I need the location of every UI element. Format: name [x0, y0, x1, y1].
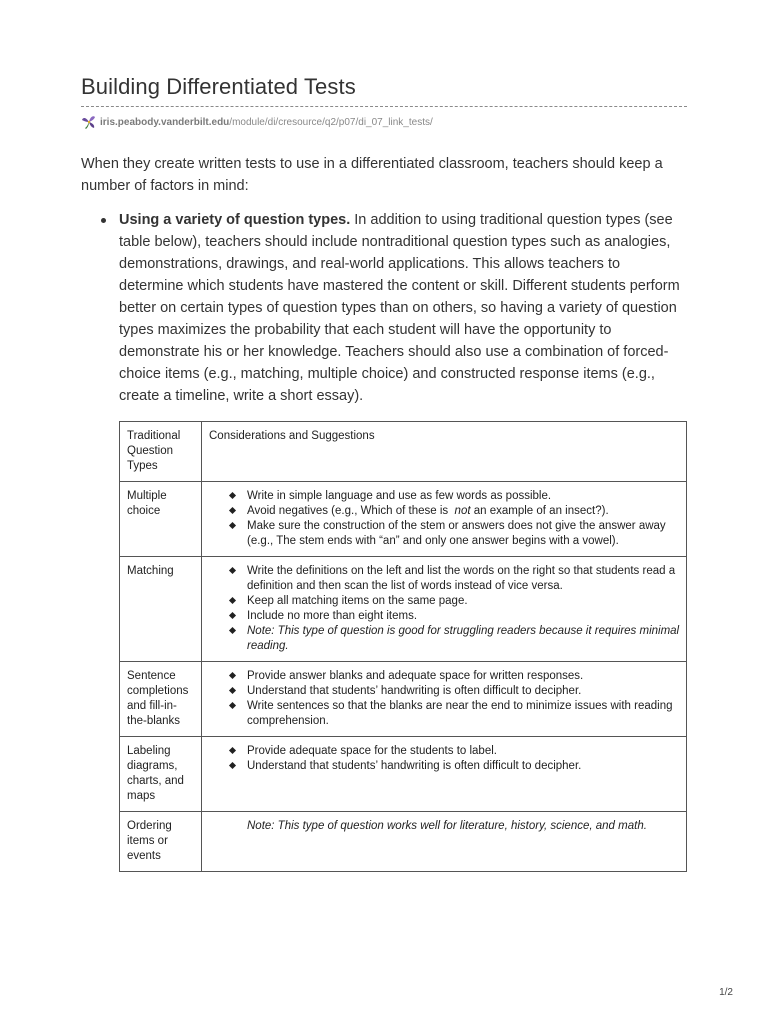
table-row — [120, 812, 687, 872]
factor-list — [100, 209, 680, 407]
question-types-table — [119, 421, 687, 872]
diamond-bullet-icon — [229, 492, 236, 499]
row-type: Multiple choice — [120, 482, 202, 557]
diamond-bullet-icon — [229, 567, 236, 574]
suggestion-item: Include no more than eight items. — [247, 609, 680, 624]
table-row — [120, 557, 687, 662]
diamond-bullet-icon — [229, 507, 236, 514]
suggestion-item: Keep all matching items on the same page. — [247, 594, 680, 609]
page-title: Building Differentiated Tests — [81, 74, 356, 99]
source-link[interactable] — [81, 115, 433, 129]
diamond-bullet-icon — [229, 627, 236, 634]
suggestion-item: Provide adequate space for the students to label. — [247, 744, 680, 759]
row-suggestions — [202, 737, 687, 812]
table-header-row — [120, 422, 687, 482]
suggestion-note: Note: This type of question works well for literature, history, science, and math. — [247, 820, 647, 832]
diamond-bullet-icon — [229, 747, 236, 754]
emphasis-not: not — [454, 505, 471, 517]
suggestion-item: Write in simple language and use as few words as possible. — [247, 489, 680, 504]
row-suggestions — [202, 482, 687, 557]
table-row — [120, 737, 687, 812]
suggestion-item: Make sure the construction of the stem or answers does not give the answer away (e.g., The stem ends with “an” and only one answer begins with a vowel). — [247, 519, 680, 549]
suggestion-item: Avoid negatives (e.g., Which of these is not an example of an insect?). — [247, 504, 680, 519]
diamond-bullet-icon — [229, 612, 236, 619]
list-item — [100, 209, 680, 407]
source-path[interactable]: /module/di/cresource/q2/p07/di_07_link_tests/ — [229, 116, 433, 128]
header-cell-considerations: Considerations and Suggestions — [202, 422, 687, 482]
row-type: Matching — [120, 557, 202, 662]
diamond-bullet-icon — [229, 762, 236, 769]
table-row — [120, 482, 687, 557]
row-suggestions — [202, 557, 687, 662]
suggestion-item: Understand that students’ handwriting is often difficult to decipher. — [247, 759, 680, 774]
suggestion-note: Note: This type of question is good for struggling readers because it requires minimal reading. — [247, 624, 680, 654]
page-number: 1/2 — [719, 987, 733, 998]
intro-paragraph: When they create written tests to use in a differentiated classroom, teachers should keep a number of factors in mind: — [81, 156, 663, 194]
bullet-lead: Using a variety of question types. — [119, 212, 351, 228]
iris-flower-icon — [81, 115, 97, 129]
row-type: Sentence completions and fill-in-the-blanks — [120, 662, 202, 737]
row-type: Ordering items or events — [120, 812, 202, 872]
bullet-text: In addition to using traditional question types (see table below), teachers should include nontraditional question types such as analogies, demonstrations, drawings, and real-world applications. This allows teachers to determine which students have mastered the content or skill. Different students perform better on certain types of question types than on others, so having a variety of question types maximizes the probability that each student will have the opportunity to demonstrate his or her knowledge. Teachers should also use a combination of forced-choice items (e.g., matching, multiple choice) and constructed response items (e.g., create a timeline, write a short essay). — [119, 212, 680, 404]
table-row — [120, 662, 687, 737]
diamond-bullet-icon — [229, 687, 236, 694]
bullet-icon — [101, 218, 106, 223]
diamond-bullet-icon — [229, 522, 236, 529]
suggestion-item: Write sentences so that the blanks are near the end to minimize issues with reading comprehension. — [247, 699, 680, 729]
source-domain[interactable]: iris.peabody.vanderbilt.edu — [100, 116, 230, 128]
suggestion-item: Understand that students’ handwriting is often difficult to decipher. — [247, 684, 680, 699]
row-type: Labeling diagrams, charts, and maps — [120, 737, 202, 812]
row-suggestions — [202, 812, 687, 872]
diamond-bullet-icon — [229, 702, 236, 709]
header-cell-types: Traditional Question Types — [120, 422, 202, 482]
row-suggestions — [202, 662, 687, 737]
title-divider — [81, 106, 687, 107]
suggestion-item: Provide answer blanks and adequate space for written responses. — [247, 669, 680, 684]
suggestion-item: Write the definitions on the left and list the words on the right so that students read a definition and then scan the list of words instead of vice versa. — [247, 564, 680, 594]
diamond-bullet-icon — [229, 597, 236, 604]
diamond-bullet-icon — [229, 672, 236, 679]
